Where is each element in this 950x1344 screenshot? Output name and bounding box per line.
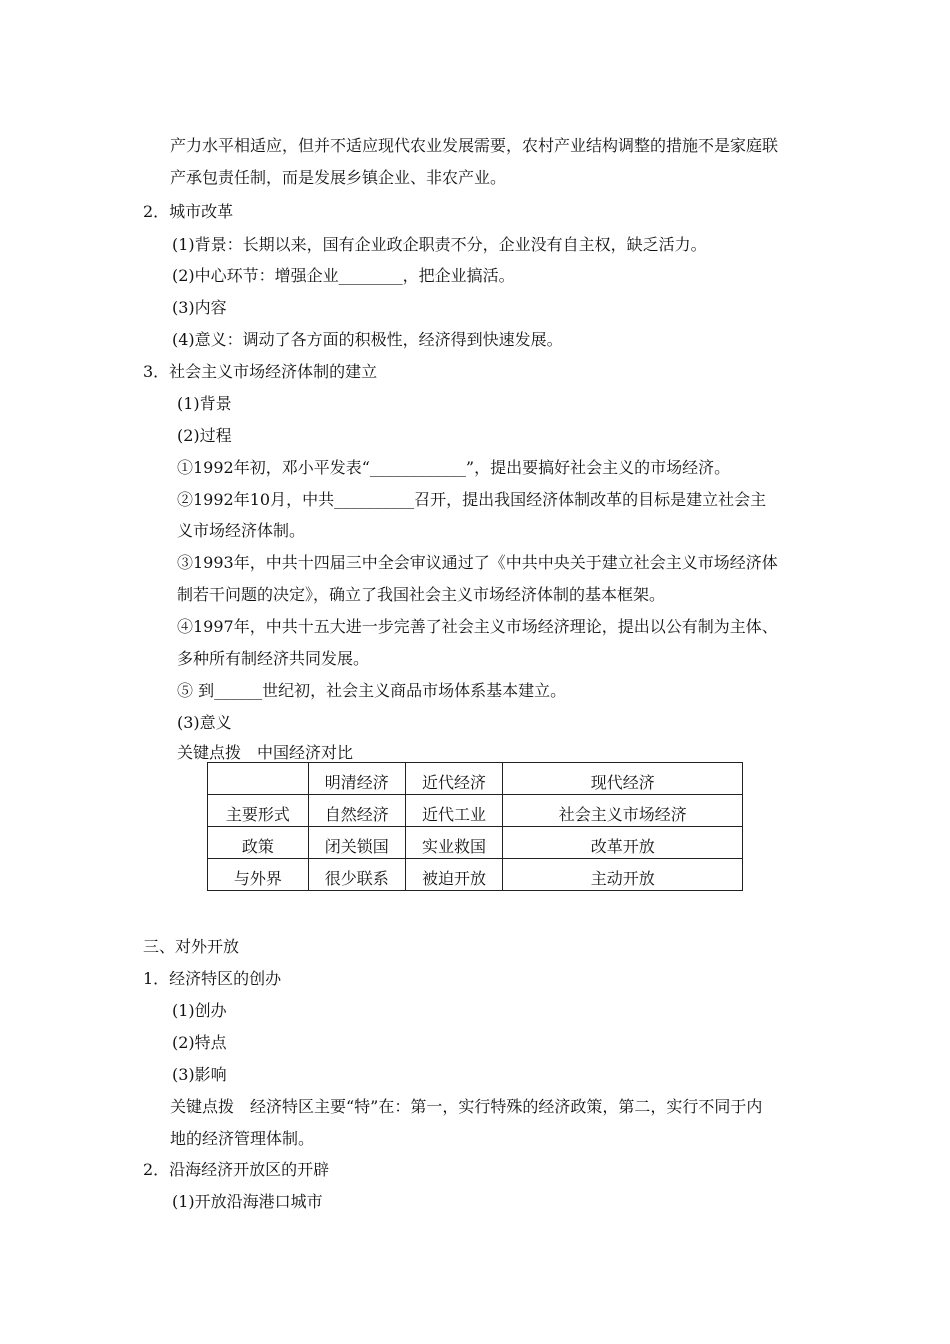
text-line: 多种所有制经济共同发展。 — [177, 649, 370, 668]
text-line: (3)影响 — [172, 1065, 227, 1084]
text-line: (2)过程 — [177, 426, 232, 445]
section-heading: 2．城市改革 — [143, 202, 234, 221]
table-row — [208, 795, 743, 827]
table-cell: 被迫开放 — [405, 859, 503, 891]
text-line: ⑤ 到______世纪初，社会主义商品市场体系基本建立。 — [177, 681, 567, 700]
section-heading: 2．沿海经济开放区的开辟 — [143, 1160, 330, 1179]
table-cell: 与外界 — [208, 859, 309, 891]
table-header-row — [208, 763, 743, 795]
table-header-cell — [208, 763, 309, 795]
table-cell: 改革开放 — [503, 827, 743, 859]
text-line: 产承包责任制，而是发展乡镇企业、非农产业。 — [170, 168, 507, 187]
text-line: (1)背景 — [177, 394, 232, 413]
text-line: ②1992年10月，中共__________召开，提出我国经济体制改革的目标是建立社会主 — [177, 490, 767, 509]
table-cell: 实业救国 — [405, 827, 503, 859]
text-line: (2)特点 — [172, 1033, 227, 1052]
text-line: 制若干问题的决定》，确立了我国社会主义市场经济体制的基本框架。 — [177, 585, 666, 604]
text-line: (1)背景：长期以来，国有企业政企职责不分，企业没有自主权，缺乏活力。 — [172, 235, 707, 254]
text-line: (3)内容 — [172, 298, 227, 317]
table-cell: 近代工业 — [405, 795, 503, 827]
table-header-cell: 近代经济 — [405, 763, 503, 795]
table-cell: 自然经济 — [308, 795, 405, 827]
text-line: ③1993年，中共十四届三中全会审议通过了《中共中央关于建立社会主义市场经济体 — [177, 553, 778, 572]
table-caption: 关键点拨 中国经济对比 — [177, 743, 354, 762]
text-line: 关键点拨 经济特区主要“特”在：第一，实行特殊的经济政策，第二，实行不同于内 — [170, 1097, 763, 1116]
table-cell: 很少联系 — [308, 859, 405, 891]
table-cell: 闭关锁国 — [308, 827, 405, 859]
text-line: 产力水平相适应，但并不适应现代农业发展需要，农村产业结构调整的措施不是家庭联 — [170, 136, 779, 155]
table-cell: 政策 — [208, 827, 309, 859]
text-line: (1)创办 — [172, 1001, 227, 1020]
section-heading: 1．经济特区的创办 — [143, 969, 282, 988]
text-line: (1)开放沿海港口城市 — [172, 1192, 323, 1211]
text-line: 义市场经济体制。 — [177, 521, 306, 540]
text-line: ①1992年初，邓小平发表“____________”，提出要搞好社会主义的市场经济。 — [177, 458, 731, 477]
table-cell: 主要形式 — [208, 795, 309, 827]
table-header-cell: 现代经济 — [503, 763, 743, 795]
table-cell: 社会主义市场经济 — [503, 795, 743, 827]
table-row — [208, 859, 743, 891]
text-line: (2)中心环节：增强企业________，把企业搞活。 — [172, 266, 515, 285]
text-line: (4)意义：调动了各方面的积极性，经济得到快速发展。 — [172, 330, 563, 349]
text-line: ④1997年，中共十五大进一步完善了社会主义市场经济理论，提出以公有制为主体、 — [177, 617, 778, 636]
table-row — [208, 827, 743, 859]
section-heading: 3．社会主义市场经济体制的建立 — [143, 362, 378, 381]
table-header-cell: 明清经济 — [308, 763, 405, 795]
section-heading: 三、对外开放 — [143, 937, 240, 956]
table-cell: 主动开放 — [503, 859, 743, 891]
economy-comparison-table — [207, 762, 743, 891]
text-line: (3)意义 — [177, 713, 232, 732]
text-line: 地的经济管理体制。 — [170, 1129, 315, 1148]
